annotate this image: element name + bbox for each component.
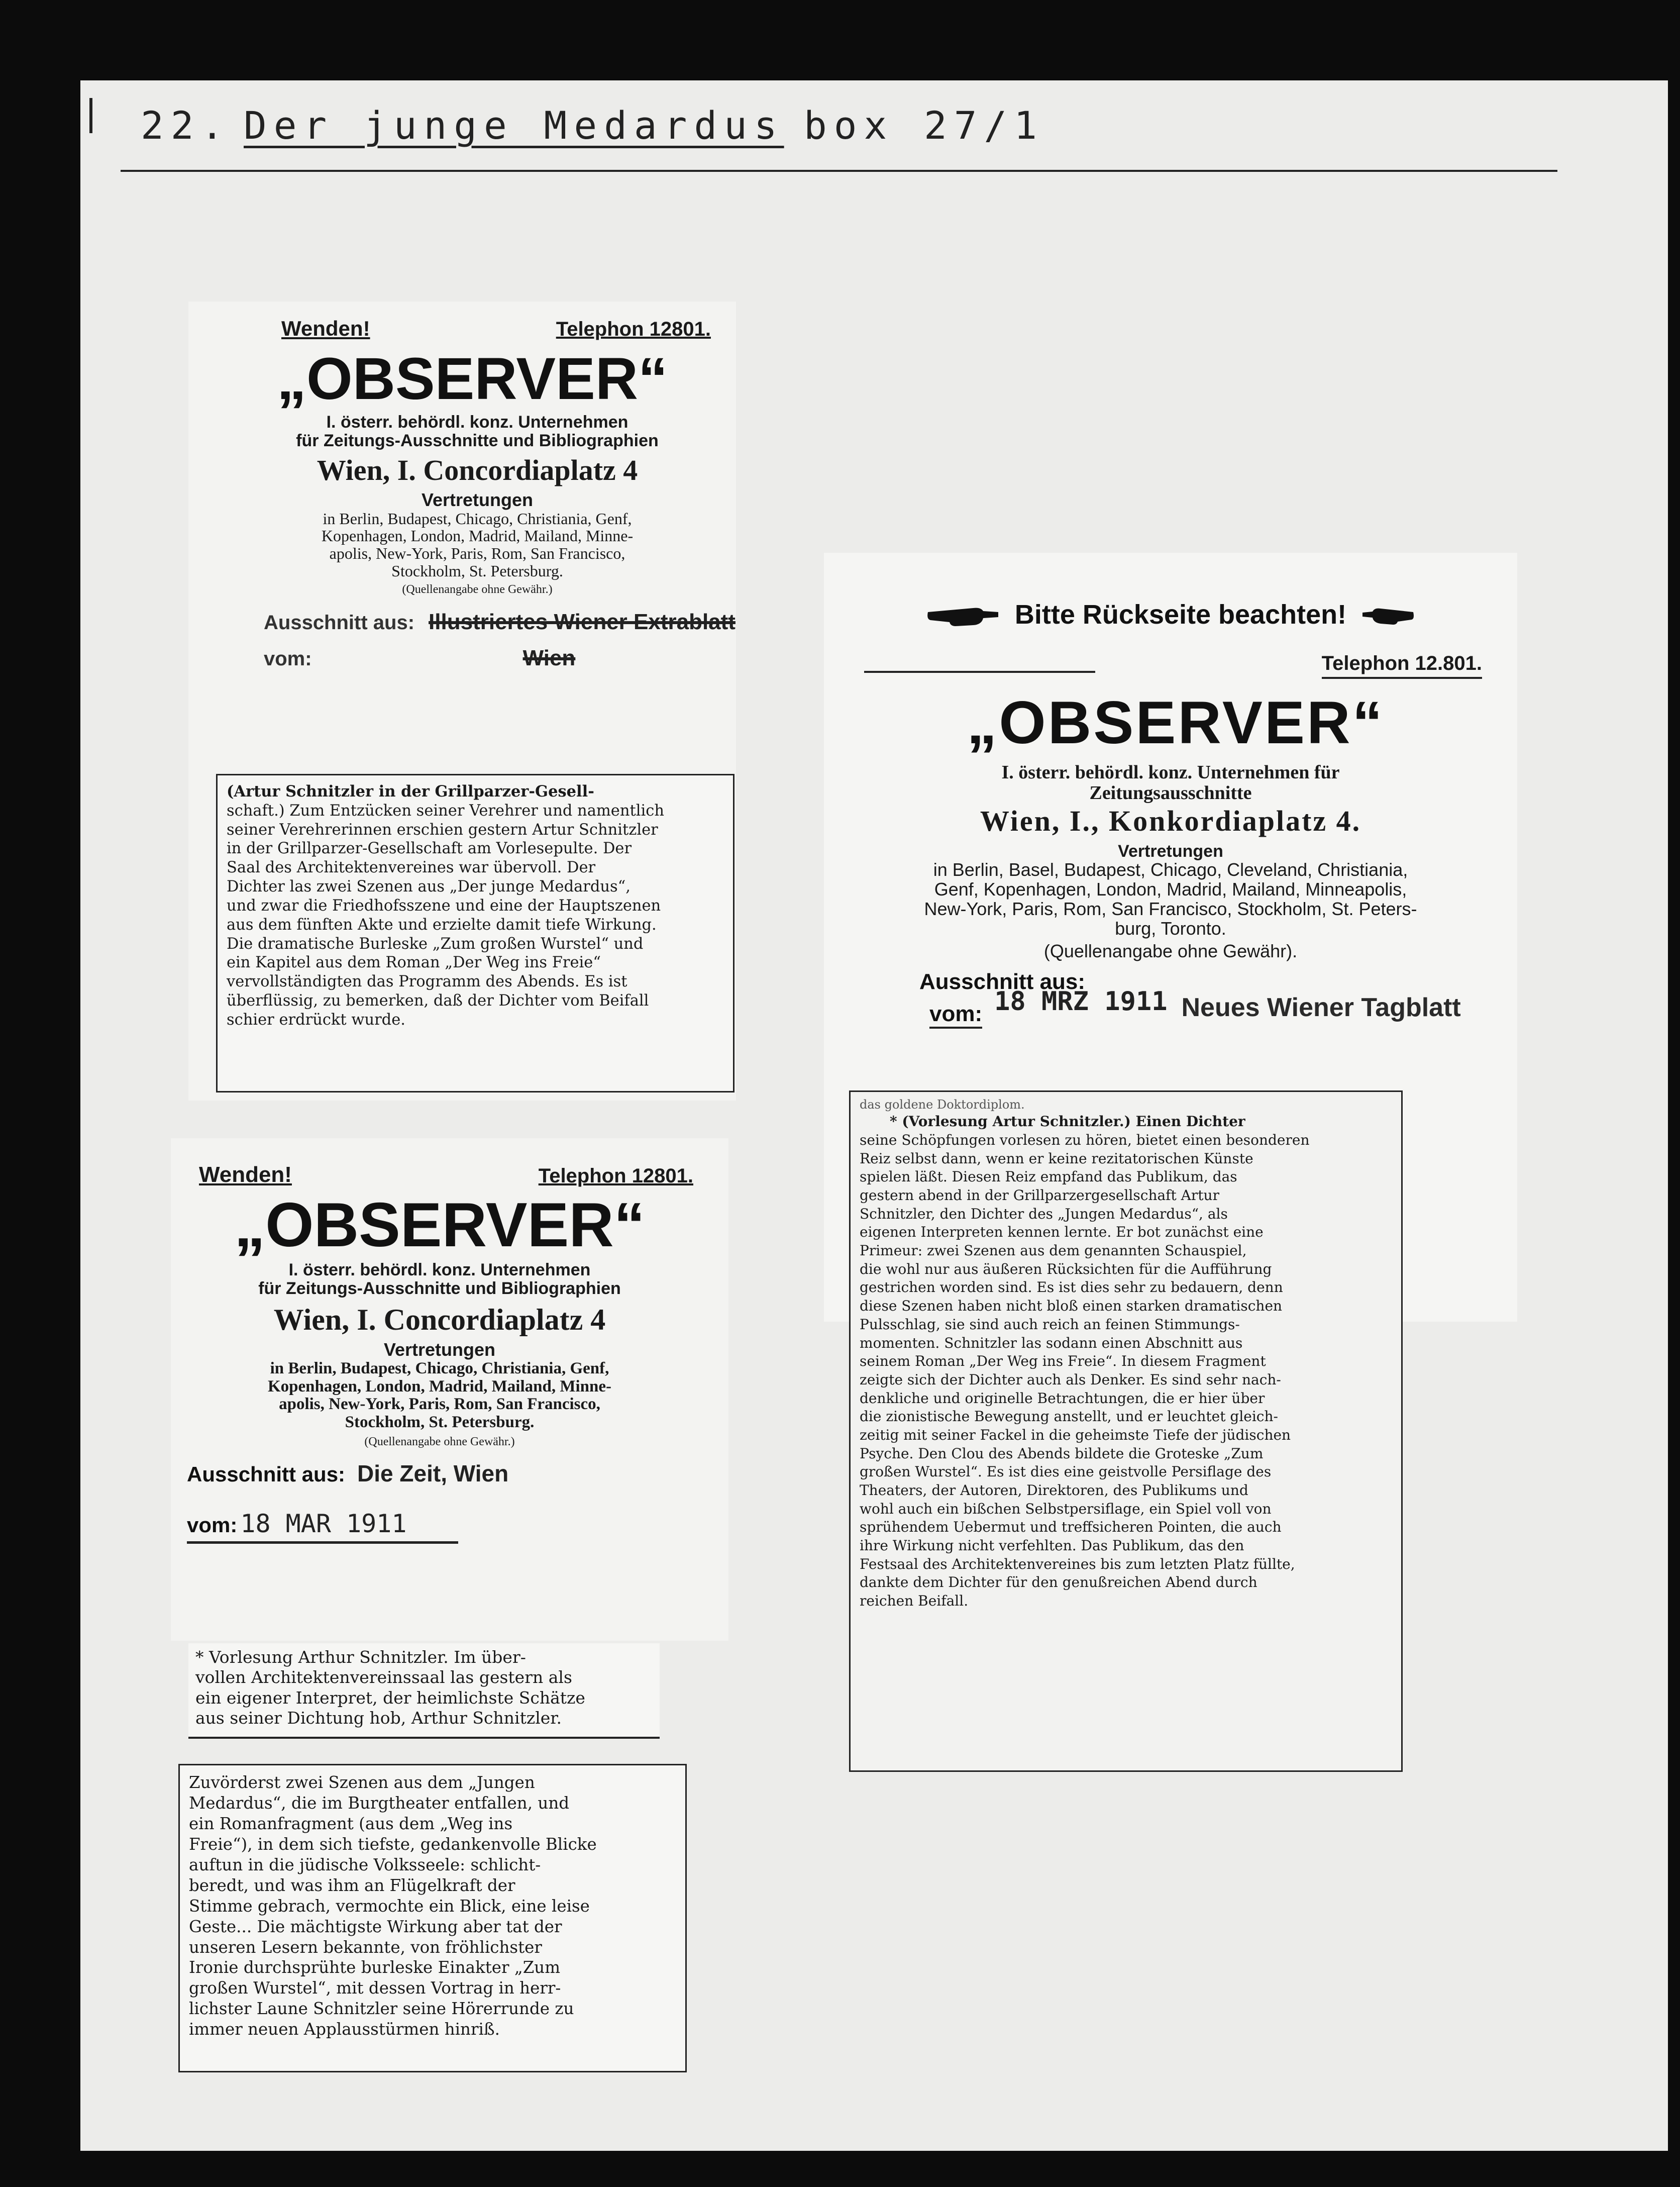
pointing-hand-icon — [1360, 600, 1416, 630]
corner-mark — [89, 98, 92, 133]
article-line: lichster Laune Schnitzler seine Hörerrunde zu — [189, 1999, 574, 2019]
article-line: und zwar die Friedhofsszene und eine der Hauptszenen — [227, 897, 661, 915]
article-line: vollen Architektenvereinssaal las gestern als — [195, 1667, 572, 1687]
observer-title: „OBSERVER“ — [967, 689, 1385, 756]
article-clip-1 — [216, 774, 734, 1092]
cities-line-3: apolis, New-York, Paris, Rom, San Francisco, — [279, 1395, 600, 1414]
article-line: Zuvörderst zwei Szenen aus dem „Jungen — [189, 1773, 535, 1792]
source-place-stamp: Wien — [522, 646, 576, 671]
quelle-note: (Quellenangabe ohne Gewähr.) — [402, 583, 553, 597]
article-line: reichen Beifall. — [860, 1592, 969, 1609]
article-line: großen Wurstel“. Es ist dies eine geistvolle Persiflage des — [860, 1463, 1272, 1480]
ausschnitt-label: Ausschnitt aus: — [919, 969, 1086, 994]
cities-line-1: in Berlin, Budapest, Chicago, Christiania, Genf, — [270, 1359, 609, 1378]
article-line: gestern abend in der Grillparzergesellschaft Artur — [860, 1187, 1219, 1204]
header-title: Der junge Medardus — [244, 103, 784, 148]
article-line: sprühendem Uebermut und treffsicheren Pointen, die auch — [860, 1519, 1282, 1536]
article-clip-2-intro — [188, 1643, 660, 1739]
telephon-label: Telephon 12.801. — [1322, 652, 1482, 679]
article-line: Theaters, der Autoren, Direktoren, des Publikums und — [860, 1481, 1248, 1499]
article-line: wohl auch ein bißchen Selbstpersiflage, ein Spiel voll von — [860, 1500, 1272, 1517]
cities-line-4: burg, Toronto. — [1115, 918, 1226, 939]
cities-line-1: in Berlin, Basel, Budapest, Chicago, Cleveland, Christiania, — [933, 859, 1408, 880]
header-box: box 27/1 — [804, 103, 1044, 148]
header-rule — [121, 170, 1557, 172]
article-line: zeitig mit seiner Fackel in die geheimste Tiefe der jüdischen — [860, 1426, 1291, 1443]
article-line: schaft.) Zum Entzücken seiner Verehrer und namentlich — [227, 802, 664, 820]
article-line: * Vorlesung Arthur Schnitzler. Im über- — [195, 1647, 526, 1667]
cities-line-4: Stockholm, St. Petersburg. — [345, 1413, 535, 1431]
article-line: eigenen Interpreten kennen lernte. Er bot zunächst eine — [860, 1224, 1264, 1241]
observer-title: „OBSERVER“ — [234, 1190, 645, 1260]
cities-line-2: Kopenhagen, London, Madrid, Mailand, Minne- — [321, 527, 634, 545]
article-line: Primeur: zwei Szenen aus dem genannten Schauspiel, — [860, 1242, 1247, 1259]
address: Wien, I., Konkordiaplatz 4. — [980, 805, 1361, 838]
article-line: Schnitzler, den Dichter des „Jungen Medardus“, als — [860, 1205, 1228, 1222]
article-line: zeigte sich der Dichter auch als Denker. Es sind sehr nach- — [860, 1371, 1281, 1388]
wenden-label: Wenden! — [199, 1162, 292, 1187]
article-line: großen Wurstel“, mit dessen Vortrag in herr- — [189, 1978, 561, 1998]
address: Wien, I. Concordiaplatz 4 — [317, 454, 638, 487]
article-line: Freie“), in dem sich tiefste, gedankenvolle Blicke — [189, 1834, 597, 1854]
vom-label: vom: — [929, 1002, 982, 1029]
article-line: gestrichen worden sind. Es ist dies sehr zu bedauern, denn — [860, 1279, 1283, 1296]
article-line: in der Grillparzer-Gesellschaft am Vorlesepulte. Der — [227, 840, 632, 858]
article-line: spielen läßt. Diesen Reiz empfand das Publikum, das — [860, 1168, 1237, 1185]
article-line: ein eigener Interpret, der heimlichste Schätze — [195, 1687, 585, 1708]
company-line-1: I. österr. behördl. konz. Unternehmen — [288, 1260, 591, 1279]
cities-line-3: New-York, Paris, Rom, San Francisco, Stockholm, St. Peters- — [924, 899, 1417, 920]
article-line: aus seiner Dichtung hob, Arthur Schnitzler. — [195, 1708, 562, 1728]
telephon-label: Telephon 12801. — [538, 1165, 693, 1187]
article-line: seinem Roman „Der Weg ins Freie“. In diesem Fragment — [860, 1353, 1266, 1370]
article-line: Reiz selbst dann, wenn er keine rezitatorischen Künste — [860, 1150, 1253, 1167]
company-line-2: für Zeitungs-Ausschnitte und Bibliographien — [258, 1278, 621, 1298]
cities-line-4: Stockholm, St. Petersburg. — [391, 561, 563, 580]
article-line: beredt, und was ihm an Flügelkraft der — [189, 1875, 515, 1895]
company-line-1: I. österr. behördl. konz. Unternehmen für — [1001, 762, 1340, 783]
article-line: ein Kapitel aus dem Roman „Der Weg ins Freie“ — [227, 954, 601, 972]
cities-line-3: apolis, New-York, Paris, Rom, San Francisco, — [329, 544, 625, 563]
article-line: vervollständigten das Programm des Abends. Es ist — [227, 973, 627, 991]
article-line: Festsaal des Architektenvereines bis zum letzten Platz füllte, — [860, 1555, 1295, 1572]
article-line: Psyche. Den Clou des Abends bildete die Groteske „Zum — [860, 1445, 1264, 1462]
vertretungen: Vertretungen — [1118, 841, 1223, 861]
cities-line-2: Kopenhagen, London, Madrid, Mailand, Minne- — [268, 1377, 611, 1396]
article-line: Medardus“, die im Burgtheater entfallen, und — [189, 1793, 570, 1813]
address: Wien, I. Concordiaplatz 4 — [273, 1303, 606, 1337]
company-line-2: Zeitungsausschnitte — [1089, 782, 1252, 804]
rule — [864, 671, 1095, 673]
article-fragment: das goldene Doktordiplom. — [860, 1098, 1025, 1112]
article-line: denkliche und originelle Betrachtungen, die er hier über — [860, 1389, 1265, 1407]
article-line: ihre Wirkung nicht verfehlten. Das Publikum, das den — [860, 1537, 1244, 1554]
article-line: momenten. Schnitzler las sodann einen Abschnitt aus — [860, 1334, 1243, 1351]
article-line: aus dem fünften Akte und erzielte damit tiefe Wirkung. — [227, 916, 657, 934]
telephon-label: Telephon 12801. — [556, 318, 711, 340]
article-line: die zionistische Bewegung anstellt, und er leuchtet gleich- — [860, 1408, 1278, 1425]
article-line: Saal des Architektenvereines war übervoll. Der — [227, 859, 596, 877]
wenden-label: Wenden! — [281, 317, 370, 340]
article-line: seiner Verehrerinnen erschien gestern Artur Schnitzler — [227, 821, 658, 839]
header-number: 22. — [141, 103, 231, 148]
article-line: diese Szenen haben nicht bloß einen starken dramatischen — [860, 1298, 1283, 1315]
pointing-hand-icon — [925, 597, 1001, 632]
quelle-note: (Quellenangabe ohne Gewähr). — [1043, 940, 1298, 961]
article-line: dankte dem Dichter für den genußreichen Abend durch — [860, 1574, 1257, 1591]
ausschnitt-label: Ausschnitt aus: — [264, 612, 415, 634]
vom-label: vom: — [187, 1513, 238, 1537]
date-stamp: 18 MAR 1911 — [240, 1509, 407, 1538]
ausschnitt-label: Ausschnitt aus: — [187, 1462, 346, 1486]
observer-title: „OBSERVER“ — [276, 346, 668, 412]
article-line: * (Vorlesung Artur Schnitzler.) Einen Dichter — [890, 1113, 1245, 1130]
company-line-1: I. österr. behördl. konz. Unternehmen — [326, 413, 628, 432]
date-stamp: 18 MRZ 1911 — [994, 986, 1168, 1017]
bitte-label: Bitte Rückseite beachten! — [1014, 600, 1347, 630]
article-line: Ironie durchsprühte burleske Einakter „Zum — [189, 1958, 561, 1977]
article-line: seine Schöpfungen vorlesen zu hören, bietet einen besonderen — [860, 1132, 1310, 1149]
source-stamp: Illustriertes Wiener Extrablatt — [429, 610, 736, 635]
source-stamp: Die Zeit, Wien — [357, 1460, 509, 1486]
source-stamp: Neues Wiener Tagblatt — [1181, 992, 1461, 1022]
article-line: überflüssig, zu bemerken, daß der Dichter vom Beifall — [227, 991, 649, 1010]
company-line-2: für Zeitungs-Ausschnitte und Bibliographien — [296, 431, 659, 450]
article-line: Geste... Die mächtigste Wirkung aber tat der — [189, 1917, 562, 1936]
article-line: Stimme gebrach, vermochte ein Blick, eine leise — [189, 1896, 590, 1916]
observer-clipping-2 — [171, 1138, 728, 1641]
vertretungen: Vertretungen — [421, 489, 534, 511]
quelle-note: (Quellenangabe ohne Gewähr.) — [364, 1435, 515, 1448]
article-line: (Artur Schnitzler in der Grillparzer-Gesell- — [227, 782, 594, 801]
cities-line-1: in Berlin, Budapest, Chicago, Christiania, Genf, — [323, 509, 632, 528]
vertretungen: Vertretungen — [383, 1339, 496, 1360]
article-line: ein Romanfragment (aus dem „Weg ins — [189, 1814, 513, 1833]
article-line: unseren Lesern bekannte, von fröhlichster — [189, 1937, 542, 1957]
article-line: die wohl nur aus äußeren Rücksichten für die Aufführung — [860, 1260, 1272, 1277]
article-line: auftun in die jüdische Volksseele: schlicht- — [189, 1855, 541, 1874]
cities-line-2: Genf, Kopenhagen, London, Madrid, Mailand, Minneapolis, — [934, 879, 1407, 900]
article-line: Pulsschlag, sie sind auch reich an feinen Stimmungs- — [860, 1316, 1240, 1333]
article-line: Dichter las zwei Szenen aus „Der junge Medardus“, — [227, 878, 631, 896]
article-line: Die dramatische Burleske „Zum großen Wurstel“ und — [227, 935, 644, 953]
article-line: immer neuen Applausstürmen hinriß. — [189, 2020, 500, 2039]
article-line: schier erdrückt wurde. — [227, 1011, 405, 1029]
article-clip-3 — [849, 1090, 1403, 1772]
vom-label: vom: — [264, 648, 312, 670]
article-clip-2 — [178, 1764, 687, 2072]
